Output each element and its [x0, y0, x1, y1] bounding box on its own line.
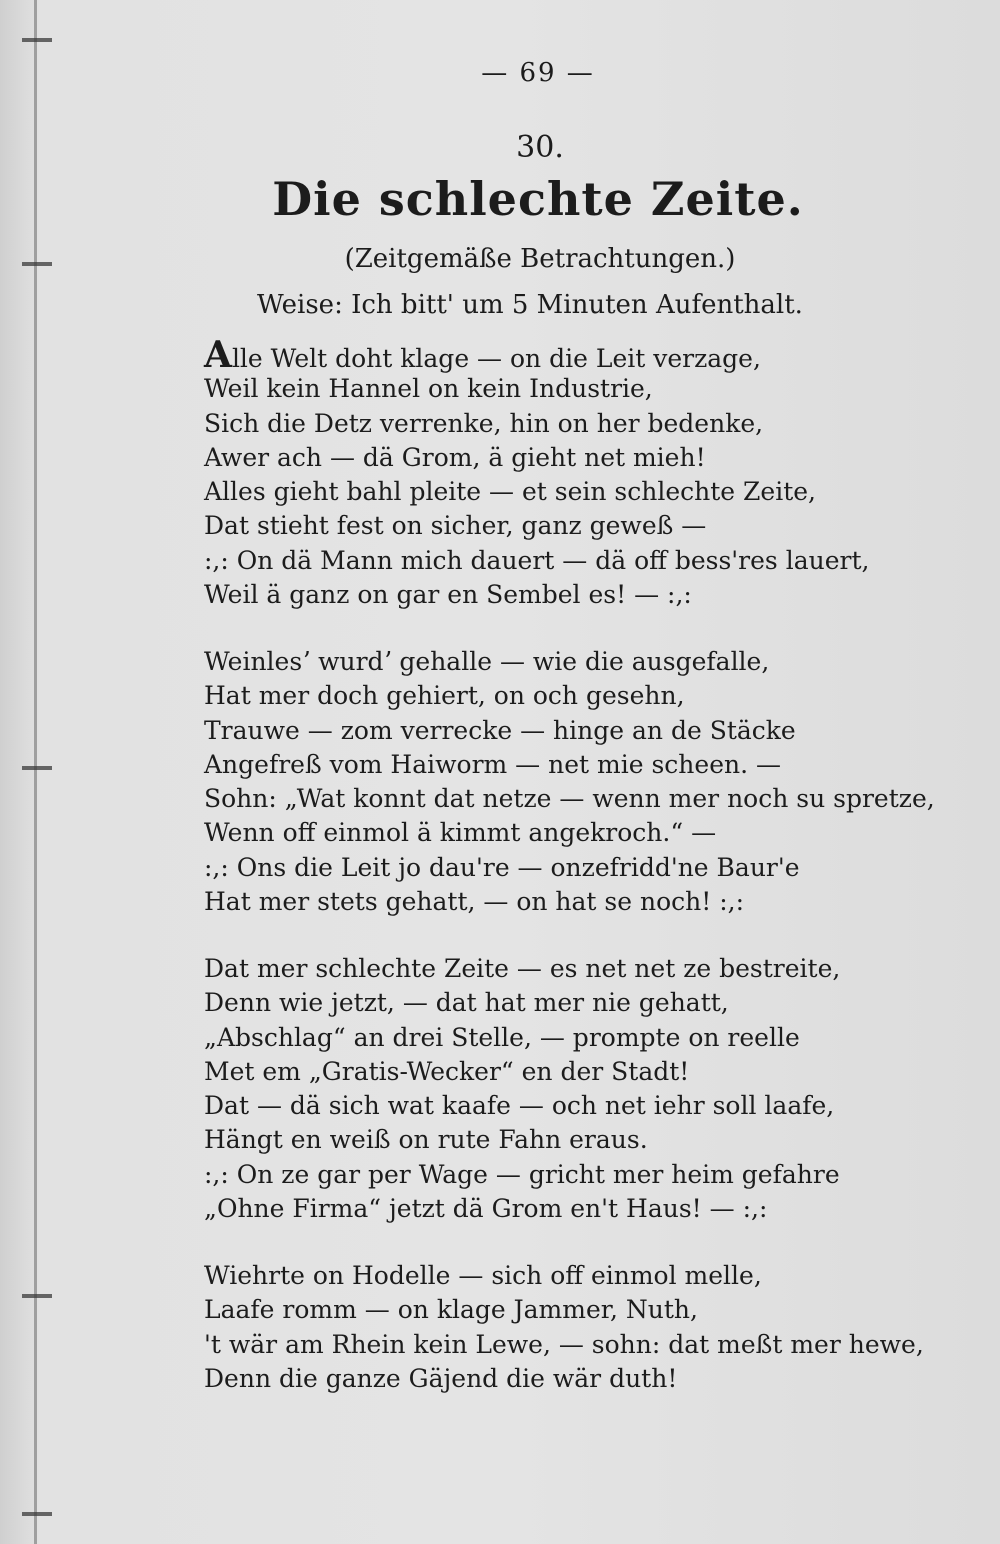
stanza-line: :,: On ze gar per Wage — gricht mer heim gefahre — [204, 1159, 840, 1189]
melody-note: Weise: Ich bitt' um 5 Minuten Aufenthalt. — [257, 290, 803, 320]
binding-stitch — [22, 38, 52, 42]
stanza-3 — [204, 952, 894, 1226]
stanza-line: Denn die ganze Gäjend die wär duth! — [204, 1363, 678, 1393]
stanza-line: 't wär am Rhein kein Lewe, — sohn: dat meßt mer hewe, — [204, 1329, 924, 1359]
stanza-line: Alle Welt doht klage — on die Leit verzage, — [204, 334, 761, 376]
stanza-line: Hängt en weiß on rute Fahn eraus. — [204, 1125, 648, 1155]
stanza-line: Awer ach — dä Grom, ä gieht net mieh! — [204, 442, 706, 472]
binding-stitch — [22, 1294, 52, 1298]
binding-stitch — [22, 1512, 52, 1516]
stanza-line: Hat mer stets gehatt, — on hat se noch! :,: — [204, 887, 745, 917]
stanza-line: Hat mer doch gehiert, on och gesehn, — [204, 681, 685, 711]
stanza-line: Dat mer schlechte Zeite — es net net ze bestreite, — [204, 954, 841, 983]
stanza-line: Denn wie jetzt, — dat hat mer nie gehatt, — [204, 988, 729, 1018]
poem-subtitle: (Zeitgemäße Betrachtungen.) — [344, 244, 736, 274]
stanza-4 — [204, 1259, 924, 1396]
poem-number: 30. — [516, 130, 564, 165]
stanza-1 — [204, 334, 894, 612]
stanza-line: Weinlesʼ wurdʼ gehalle — wie die ausgefalle, — [204, 647, 770, 676]
stanza-line: „Abschlag“ an drei Stelle, — prompte on reelle — [204, 1022, 800, 1052]
stanza-line: Alles gieht bahl pleite — et sein schlechte Zeite, — [204, 477, 816, 507]
stanza-line: Sich die Detz verrenke, hin on her bedenke, — [204, 408, 764, 438]
stanza-line: Met em „Gratis-Wecker“ en der Stadt! — [204, 1056, 690, 1086]
stanza-line: Dat stieht fest on sicher, ganz geweß — — [204, 511, 707, 541]
stanza-line: Weil kein Hannel on kein Industrie, — [204, 374, 653, 404]
stanza-line: :,: On dä Mann mich dauert — dä off bess'res lauert, — [204, 545, 870, 575]
stanza-line: Trauwe — zom verrecke — hinge an de Stäcke — [204, 715, 796, 745]
binding-stitch — [22, 766, 52, 770]
stanza-line: Laafe romm — on klage Jammer, Nuth, — [204, 1295, 698, 1325]
stanza-line: Sohn: „Wat konnt dat netze — wenn mer noch su spretze, — [204, 784, 935, 814]
stanza-line: Weil ä ganz on gar en Sembel es! — :,: — [204, 580, 692, 610]
binding-edge — [34, 0, 37, 1544]
stanza-line: Wiehrte on Hodelle — sich off einmol melle, — [204, 1261, 762, 1290]
page-number: — 69 — — [481, 58, 595, 88]
stanza-line: Wenn off einmol ä kimmt angekroch.“ — — [204, 818, 717, 848]
stanza-2 — [204, 645, 935, 919]
stanza-line: „Ohne Firma“ jetzt dä Grom en't Haus! — :,: — [204, 1194, 768, 1224]
poem-title: Die schlechte Zeite. — [272, 172, 804, 226]
drop-cap: A — [204, 334, 232, 376]
stanza-line: Dat — dä sich wat kaafe — och net iehr soll laafe, — [204, 1091, 835, 1121]
stanza-line: Angefreß vom Haiworm — net mie scheen. — — [204, 749, 781, 779]
stanza-line: :,: Ons die Leit jo dau're — onzefridd'ne Baur'e — [204, 852, 800, 882]
